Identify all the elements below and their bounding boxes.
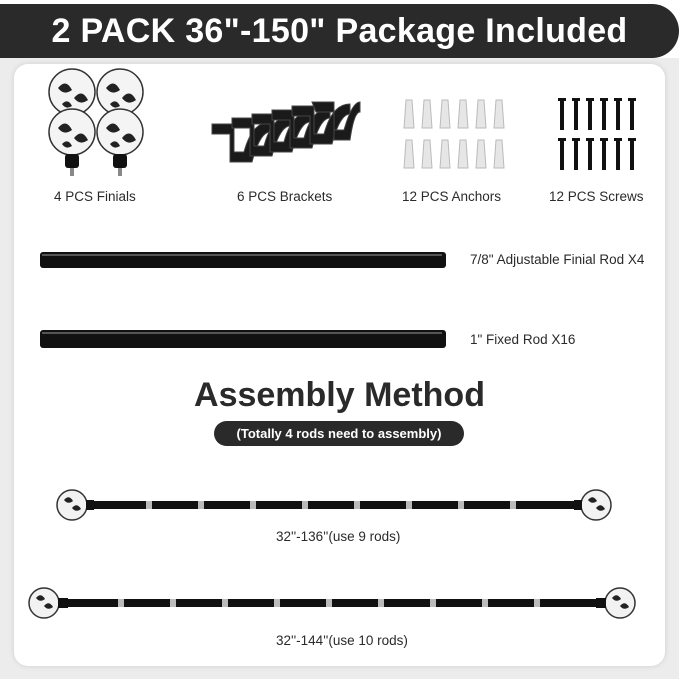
assembled-rod-a-icon (56, 488, 616, 522)
finials-icon (48, 68, 148, 178)
anchors-icon (402, 98, 512, 178)
size-b-label: 32''-144''(use 10 rods) (276, 633, 408, 648)
adjustable-rod-icon (40, 250, 448, 270)
header-banner (0, 4, 679, 58)
fixed-rod-icon (40, 328, 448, 350)
assembly-title: Assembly Method (194, 376, 485, 414)
assembled-rod-b-icon (28, 586, 640, 620)
adjustable-rod-label: 7/8" Adjustable Finial Rod X4 (470, 252, 645, 267)
header-title: 2 PACK 36"-150" Package Included (51, 12, 628, 50)
brackets-icon (208, 100, 368, 170)
screws-label: 12 PCS Screws (549, 189, 644, 204)
screws-icon (556, 98, 646, 178)
anchors-label: 12 PCS Anchors (402, 189, 502, 204)
fixed-rod-label: 1" Fixed Rod X16 (470, 332, 576, 347)
assembly-note: (Totally 4 rods need to assembly) (214, 421, 464, 446)
finials-label: 4 PCS Finials (54, 189, 136, 204)
size-a-label: 32''-136''(use 9 rods) (276, 529, 401, 544)
brackets-label: 6 PCS Brackets (237, 189, 333, 204)
